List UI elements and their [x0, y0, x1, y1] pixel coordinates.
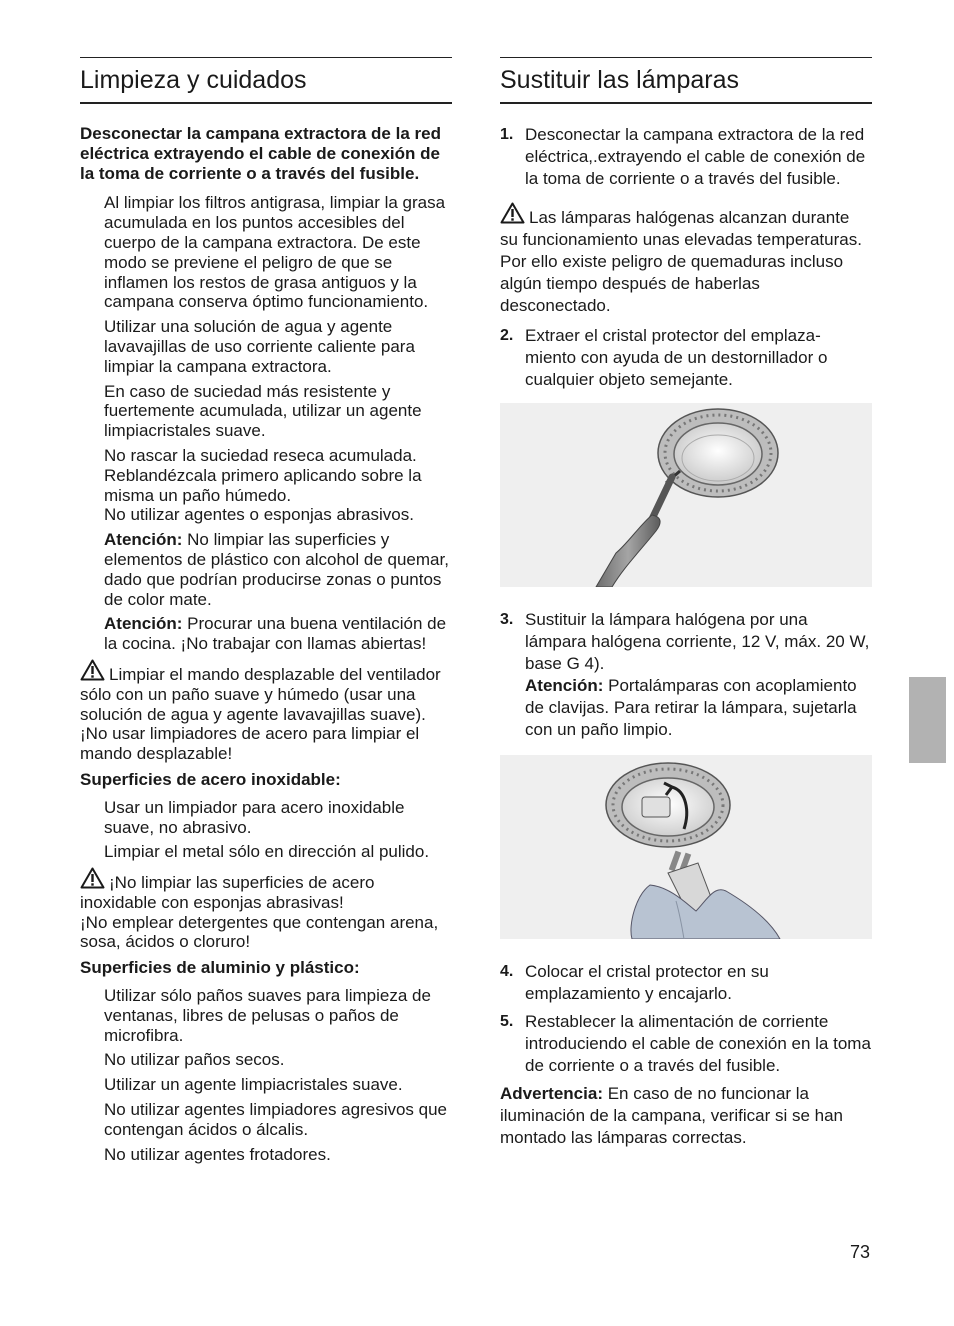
warning-steel-cleaners: ¡No usar limpiadores de acero para limpiar el mando desplazable! [80, 724, 420, 764]
warning-detergents: ¡No emplear detergentes que contengan arena, sosa, ácidos o cloruro! [80, 912, 439, 952]
paragraph-no-scouring: No utilizar agentes frotadores. [104, 1144, 331, 1164]
advisory-text: En caso de no funcionar la iluminación de la campana, verificar si se han montado las lámparas correctas. [500, 1084, 844, 1147]
paragraph-filters: Al limpiar los filtros antigrasa, limpiar la grasa acumulada en los puntos accesibles del cuerpo de la campana extractora. De este modo se previene el peligro de que se inflamen los restos de grasa antiguos y la campana conserva óptimo funcionamiento. [104, 193, 446, 312]
step-3 [500, 609, 872, 741]
warning-slider [80, 659, 452, 724]
subheading-aluminium-plastic: Superficies de aluminio y plástico: [80, 958, 360, 978]
advisory-note [500, 1083, 872, 1149]
warning-text: ¡No limpiar las superficies de acero inoxidable con esponjas abrasivas! [80, 873, 375, 912]
step-text: Restablecer la alimentación de corriente introduciendo el cable de conexión en la toma de corriente o a través del fusible. [525, 1012, 871, 1075]
chapter-tab-marker [909, 677, 946, 763]
attention-label: Atención: [525, 676, 604, 695]
paragraph-soft-cloths: Utilizar sólo paños suaves para limpieza de ventanas, libres de pelusas o paños de microfibra. [104, 986, 431, 1045]
step-2 [500, 325, 872, 391]
attention-text: Portalámparas con acoplamiento de clavijas. Para retirar la lámpara, sujetarla con un paño limpio. [525, 676, 857, 739]
paragraph-scrape: No rascar la suciedad reseca acumulada. Reblandézcala primero aplicando sobre la misma un paño húmedo. [104, 445, 422, 505]
attention-label: Atención: [104, 530, 183, 550]
step-4 [500, 961, 872, 1005]
step-5 [500, 1011, 872, 1077]
warning-triangle-icon [500, 202, 525, 224]
warning-triangle-icon [80, 659, 105, 681]
attention-alcohol [104, 530, 452, 609]
step-text: Desconectar la campana extractora de la red eléctrica,.extrayendo el cable de conexión de la toma de corriente o a través del fusible. [525, 125, 866, 188]
advisory-label: Advertencia: [500, 1084, 603, 1103]
paragraph-no-aggressive: No utilizar agentes limpiadores agresivos que contengan ácidos o álcalis. [104, 1100, 448, 1139]
step-1 [500, 124, 872, 190]
subheading-stainless-steel: Superficies de acero inoxidable: [80, 769, 341, 789]
lamp-section [500, 57, 872, 1149]
step-number: 3. [500, 611, 514, 628]
paragraph-steel-cleaner: Usar un limpiador para acero inoxidable suave, no abrasivo. [104, 797, 405, 837]
attention-text: No limpiar las superficies y elementos de plástico con alcohol de quemar, dado que podrían producirse zonas o puntos de color mate. [104, 530, 449, 609]
cleaning-section [80, 57, 452, 1169]
paragraph-polish-direction: Limpiar el metal sólo en dirección al pulido. [104, 842, 430, 862]
step-number: 2. [500, 327, 514, 344]
step-number: 5. [500, 1013, 514, 1030]
section-title-lamps: Sustituir las lámparas [500, 57, 872, 104]
attention-text: Procurar una buena ventilación de la cocina. ¡No trabajar con llamas abiertas! [104, 614, 447, 654]
step-number: 1. [500, 126, 514, 143]
paragraph-no-dry-cloths: No utilizar paños secos. [104, 1050, 285, 1070]
illustration-replace-lamp [500, 755, 872, 939]
warning-steel-sponges [80, 867, 452, 913]
warning-text: Limpiar el mando desplazable del ventilador sólo con un paño suave y húmedo (usar una solución de agua y agente lavavajillas suave). [80, 664, 441, 724]
warning-triangle-icon [80, 867, 105, 889]
warning-hot-lamps [500, 202, 872, 317]
step-text: Extraer el cristal protector del emplaza- miento con ayuda de un destornillador o cualquier objeto semejante. [525, 326, 828, 389]
attention-label: Atención: [104, 614, 183, 634]
paragraph-dirt: En caso de suciedad más resistente y fuertemente acumulada, utilizar un agente limpiacristales suave. [104, 381, 422, 441]
paragraph-abrasives: No utilizar agentes o esponjas abrasivos. [104, 505, 414, 525]
paragraph-glass-cleaner: Utilizar un agente limpiacristales suave. [104, 1075, 403, 1095]
section-title-cleaning: Limpieza y cuidados [80, 57, 452, 104]
attention-ventilation [104, 614, 452, 654]
page-number: 73 [850, 1242, 871, 1262]
warning-text: Las lámparas halógenas alcanzan durante su funcionamiento unas elevadas temperaturas. Por ello existe peligro de quemaduras incluso algún tiempo después de haberlas desconectado. [500, 208, 862, 315]
step-text: Sustituir la lámpara halógena por una lámpara halógena corriente, 12 V, máx. 20 W, base G 4). [525, 610, 870, 673]
paragraph-solution: Utilizar una solución de agua y agente lavavajillas de uso corriente caliente para limpiar la campana extractora. [104, 317, 415, 376]
step-number: 4. [500, 963, 514, 980]
step-text: Colocar el cristal protector en su emplazamiento y encajarlo. [525, 962, 769, 1003]
illustration-remove-glass [500, 403, 872, 587]
disconnect-instruction: Desconectar la campana extractora de la red eléctrica extrayendo el cable de conexión de la toma de corriente o a través del fusible. [80, 124, 441, 183]
step-3-attention [525, 675, 872, 741]
